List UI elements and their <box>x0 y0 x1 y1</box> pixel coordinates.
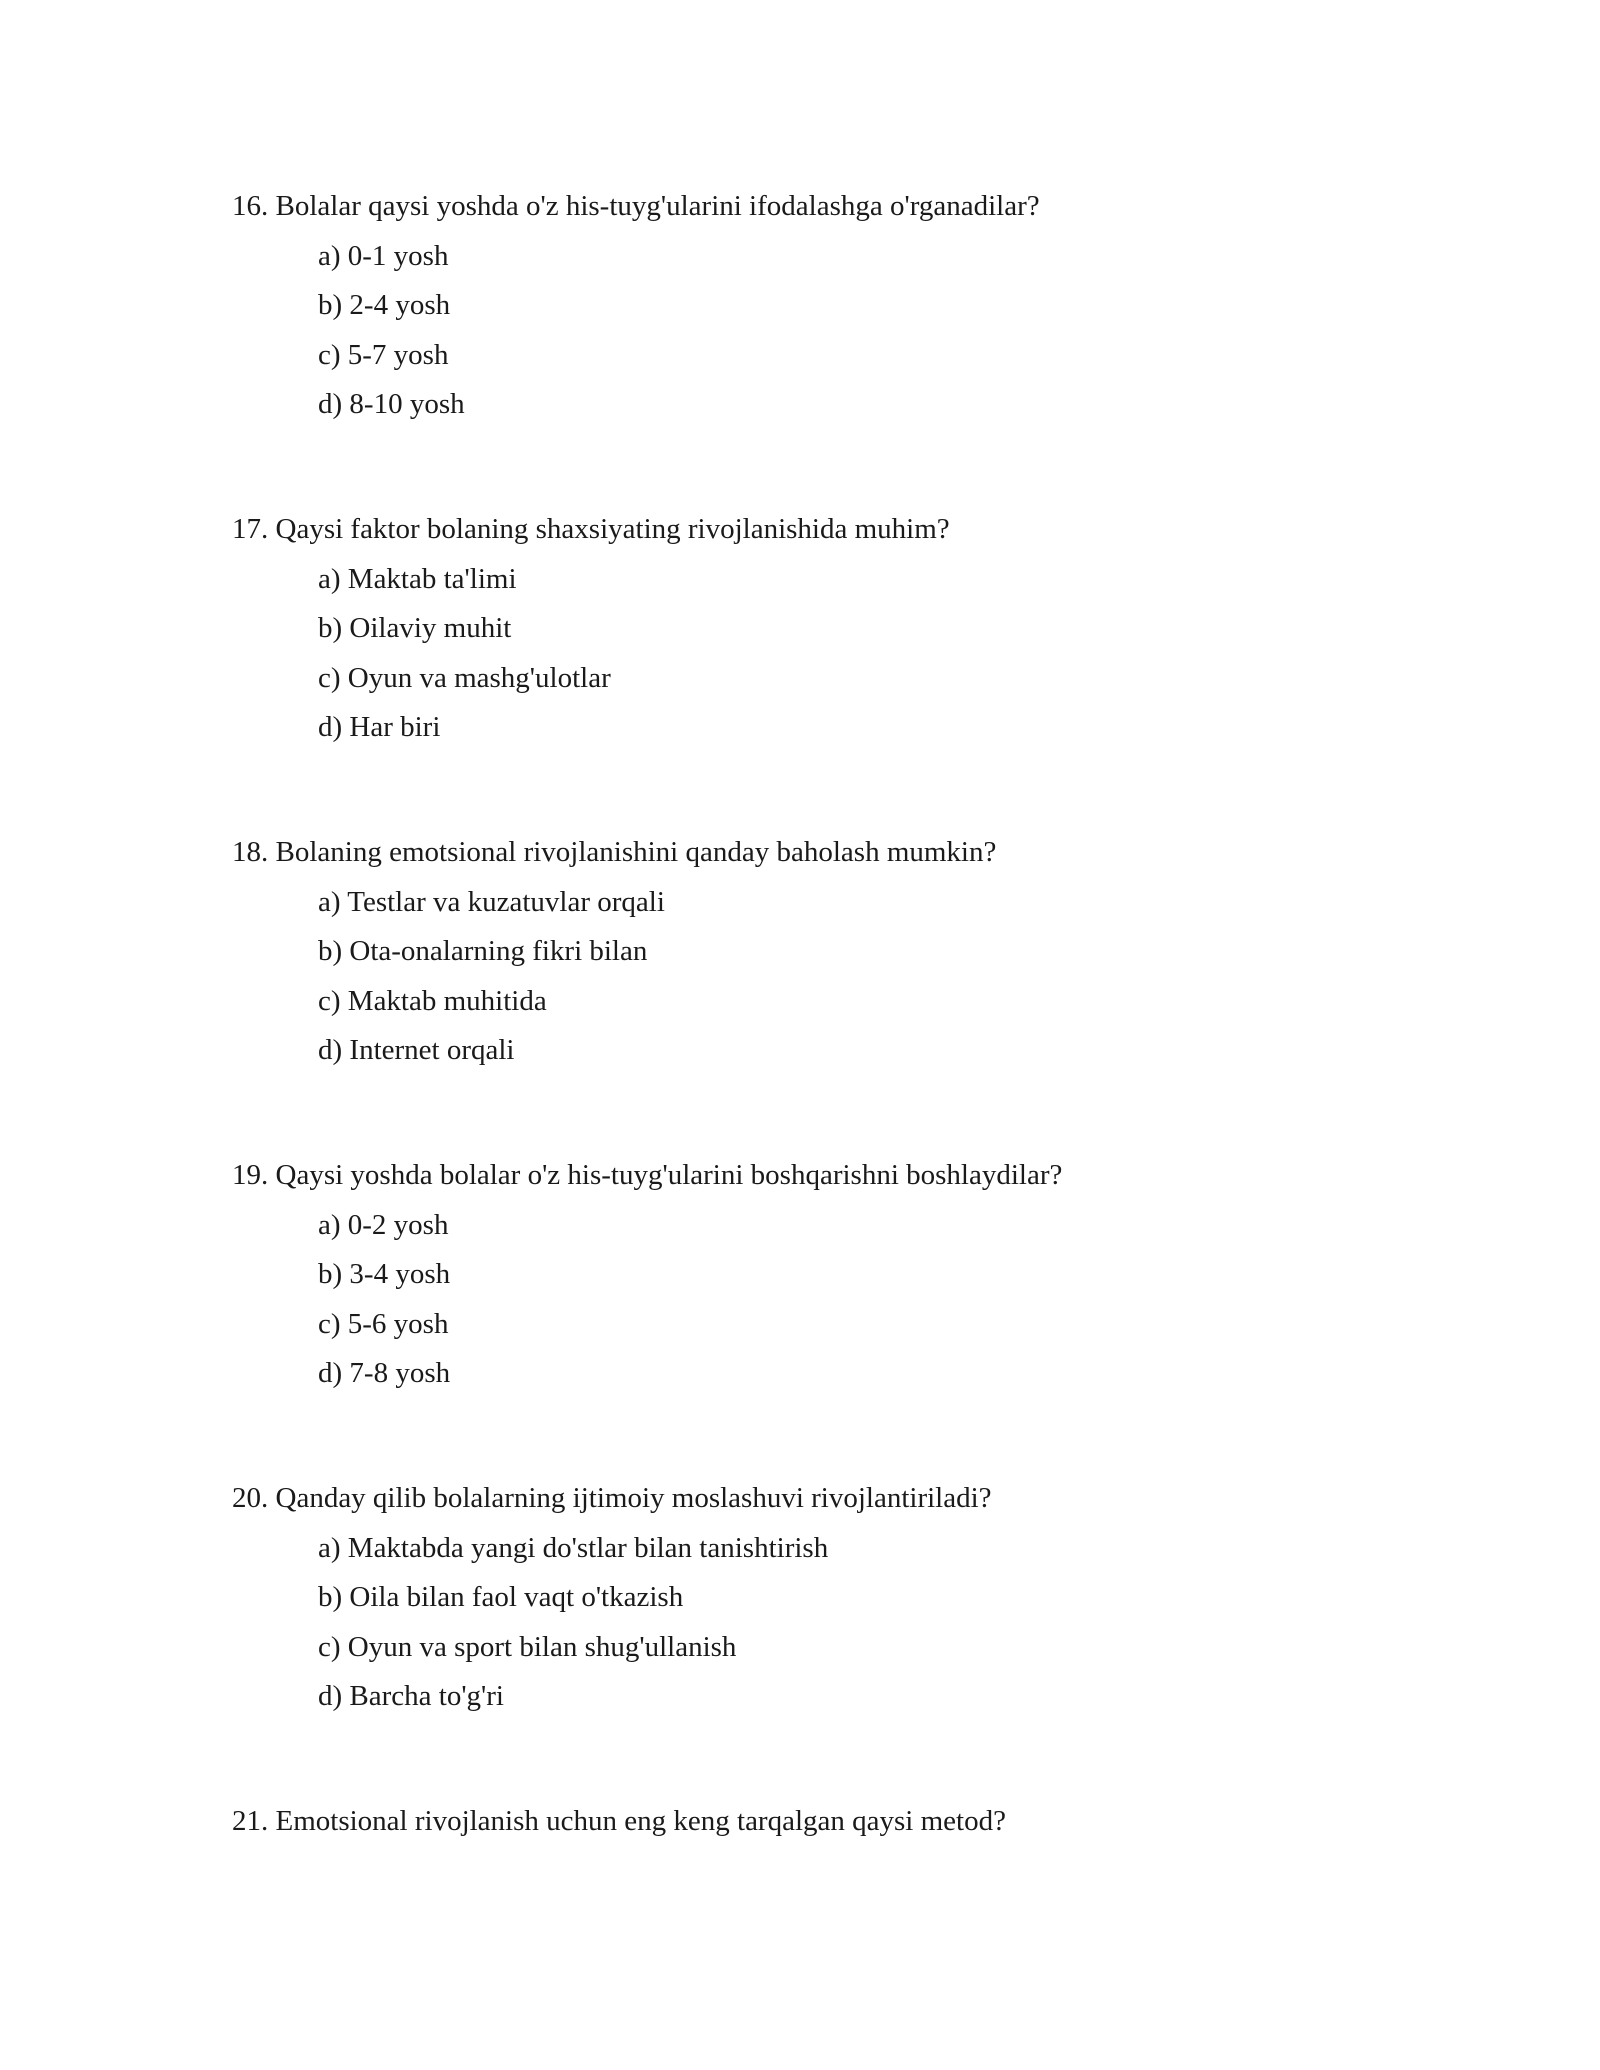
question-18 <box>232 834 1432 1081</box>
option-b: b) 3-4 yosh <box>318 1258 451 1291</box>
question-16 <box>232 188 1432 435</box>
answer-options <box>232 884 1432 1081</box>
question-text: 19. Qaysi yoshda bolalar o'z his-tuyg'ularini boshqarishni boshlaydilar? <box>232 1159 1063 1191</box>
answer-options <box>232 561 1432 758</box>
answer-options <box>232 1530 1432 1727</box>
question-text: 17. Qaysi faktor bolaning shaxsiyating rivojlanishida muhim? <box>232 513 950 545</box>
option-b: b) Ota-onalarning fikri bilan <box>318 935 648 968</box>
option-d: d) Har biri <box>318 710 441 743</box>
answer-options <box>232 238 1432 435</box>
option-d: d) 7-8 yosh <box>318 1356 451 1389</box>
question-text: 21. Emotsional rivojlanish uchun eng keng tarqalgan qaysi metod? <box>232 1805 1006 1837</box>
option-c: c) 5-6 yosh <box>318 1307 449 1340</box>
question-19 <box>232 1157 1432 1404</box>
option-d: d) 8-10 yosh <box>318 387 465 420</box>
option-a: a) Maktab ta'limi <box>318 563 517 595</box>
question-text: 18. Bolaning emotsional rivojlanishini qanday baholash mumkin? <box>232 836 997 868</box>
question-21 <box>232 1803 1432 1839</box>
question-17 <box>232 511 1432 758</box>
option-b: b) Oila bilan faol vaqt o'tkazish <box>318 1581 684 1614</box>
option-d: d) Barcha to'g'ri <box>318 1679 504 1712</box>
option-c: c) 5-7 yosh <box>318 338 449 371</box>
question-text: 16. Bolalar qaysi yoshda o'z his-tuyg'ularini ifodalashga o'rganadilar? <box>232 190 1040 222</box>
answer-options <box>232 1207 1432 1404</box>
option-b: b) Oilaviy muhit <box>318 612 512 645</box>
option-c: c) Oyun va mashg'ulotlar <box>318 661 611 694</box>
question-20 <box>232 1480 1432 1727</box>
question-text: 20. Qanday qilib bolalarning ijtimoiy moslashuvi rivojlantiriladi? <box>232 1482 992 1514</box>
option-a: a) 0-2 yosh <box>318 1209 449 1241</box>
option-a: a) Testlar va kuzatuvlar orqali <box>318 886 665 918</box>
option-b: b) 2-4 yosh <box>318 289 451 322</box>
option-d: d) Internet orqali <box>318 1033 515 1066</box>
option-a: a) 0-1 yosh <box>318 240 449 272</box>
option-c: c) Oyun va sport bilan shug'ullanish <box>318 1630 737 1663</box>
option-c: c) Maktab muhitida <box>318 984 547 1017</box>
option-a: a) Maktabda yangi do'stlar bilan tanishtirish <box>318 1532 829 1564</box>
